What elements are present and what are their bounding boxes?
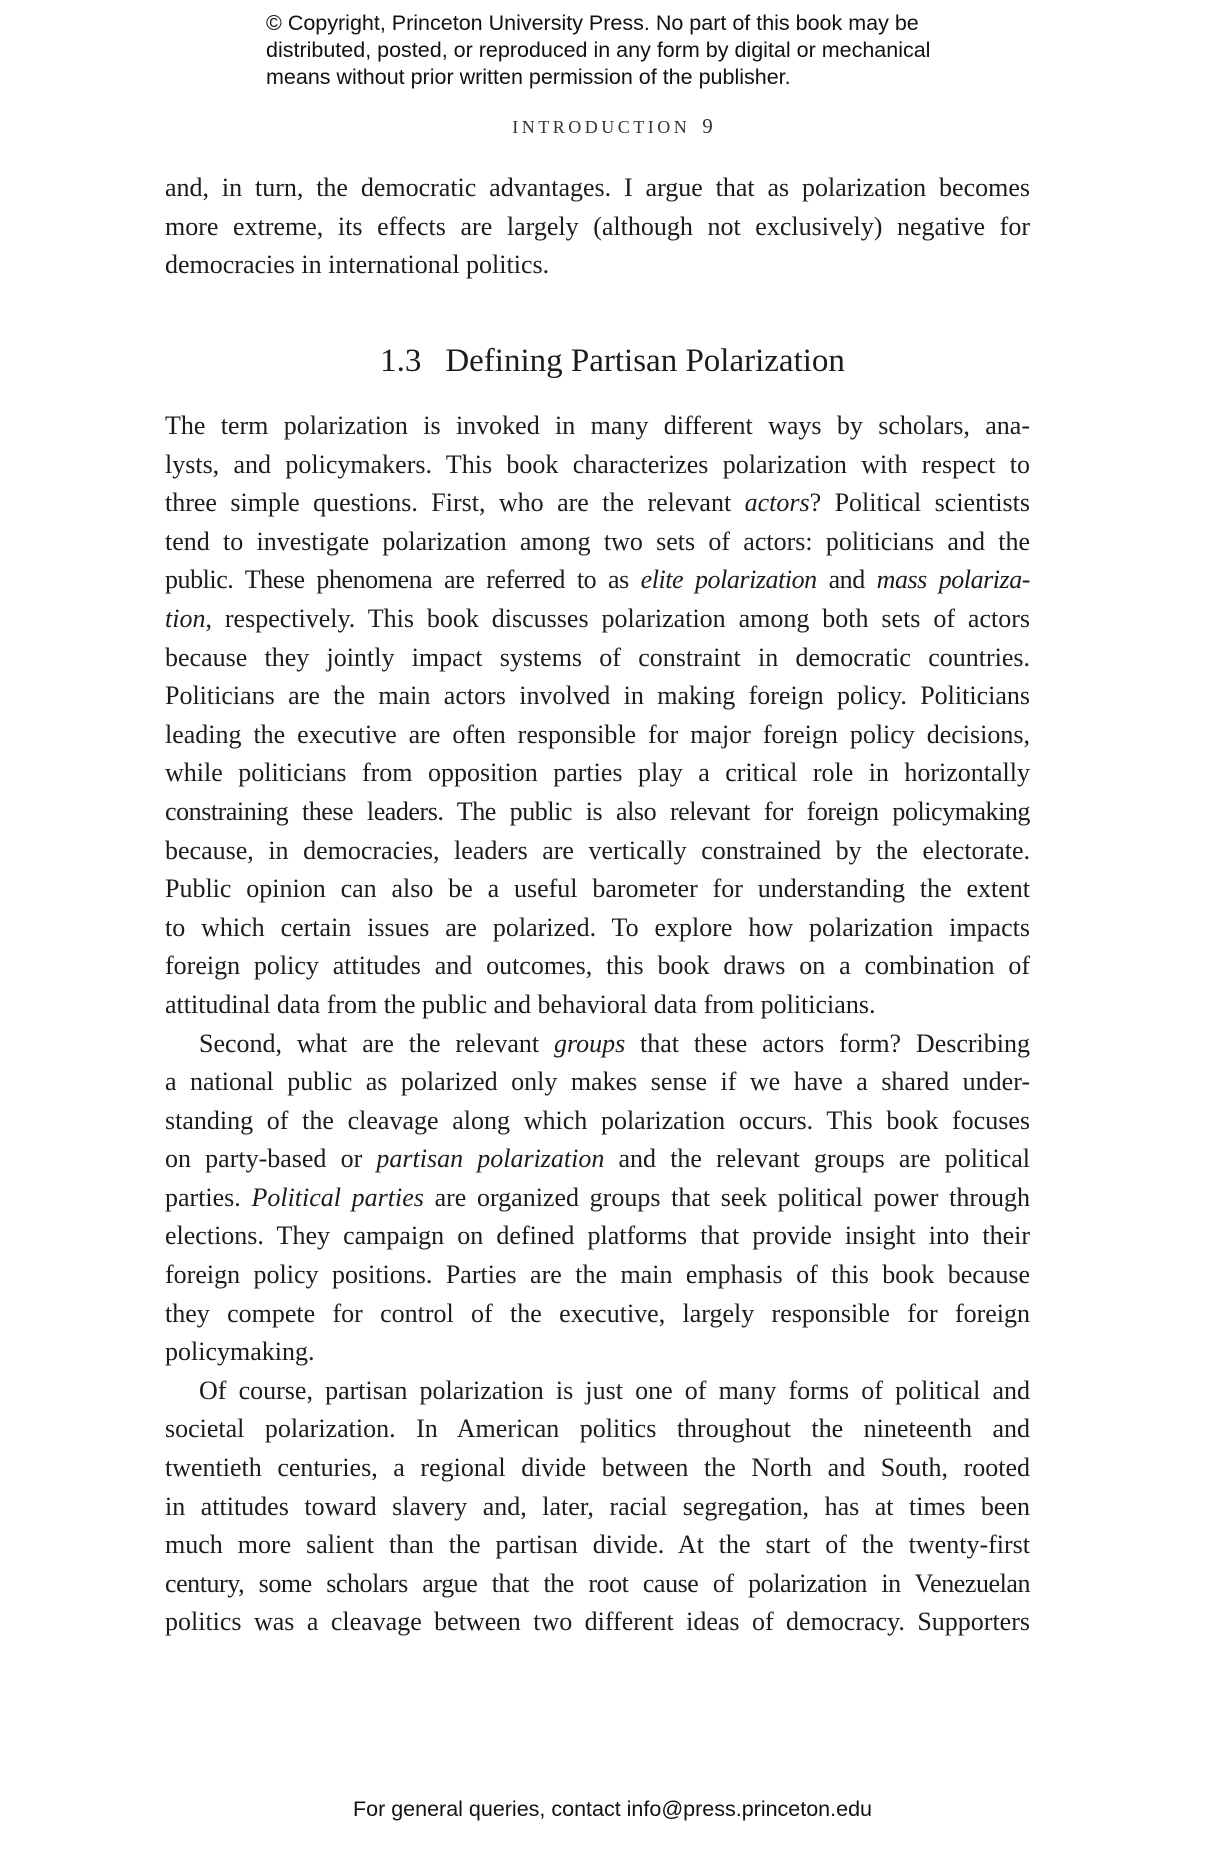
copyright-line: means without prior written permission of the publisher. <box>266 65 791 89</box>
text-run: three simple questions. First, who are the relevant <box>165 488 745 518</box>
text-line <box>165 1025 1030 1064</box>
text-line: a national public as polarized only makes sense if we have a shared under- <box>165 1067 1030 1097</box>
italic-term: partisan polarization <box>376 1144 605 1174</box>
italic-term: tion <box>165 603 206 633</box>
text-line: Politicians are the main actors involved in making foreign policy. Politicians <box>165 681 1030 711</box>
footer-contact: For general queries, contact info@press.princeton.edu <box>352 1797 872 1821</box>
text-line: more extreme, its effects are largely (although not exclusively) negative for <box>165 211 1030 241</box>
paragraph-1 <box>165 169 1030 285</box>
copyright-notice <box>266 10 986 91</box>
section-heading <box>0 343 1225 380</box>
text-line: lysts, and policymakers. This book characterizes polarization with respect to <box>165 449 1030 479</box>
text-line: tend to investigate polarization among two sets of actors: politicians and the <box>165 526 1030 556</box>
text-run: public. These phenomena are referred to as <box>165 565 641 595</box>
running-head <box>0 114 1225 139</box>
page-number: 9 <box>702 114 713 138</box>
italic-term: Political parties <box>251 1182 424 1212</box>
text-line: and, in turn, the democratic advantages. I argue that as polarization becomes <box>165 173 1030 202</box>
text-run: and <box>816 565 877 595</box>
text-run: and the relevant groups are political <box>604 1144 1030 1174</box>
running-head-title: INTRODUCTION <box>512 117 691 137</box>
text-line <box>165 1140 1030 1179</box>
copyright-line: © Copyright, Princeton University Press. No part of this book may be <box>266 11 919 35</box>
section-title: Defining Partisan Polarization <box>445 343 845 379</box>
text-run: , respectively. This book discusses polarization among both sets of actors <box>205 603 1030 633</box>
text-line: policymaking. <box>165 1337 315 1367</box>
body-paragraphs <box>165 407 1030 1642</box>
text-line: Public opinion can also be a useful barometer for understanding the extent <box>165 874 1030 904</box>
text-line <box>165 561 1030 600</box>
text-line: they compete for control of the executive, largely responsible for foreign <box>165 1298 1030 1328</box>
text-run: Second, what are the relevant <box>199 1028 554 1058</box>
text-run: ? Political scientists <box>809 488 1031 518</box>
section-number: 1.3 <box>380 343 422 379</box>
text-run: on party-based or <box>165 1144 377 1174</box>
italic-term: groups <box>553 1028 626 1058</box>
text-line: democracies in international politics. <box>165 250 550 280</box>
text-line: standing of the cleavage along which polarization occurs. This book focuses <box>165 1105 1030 1135</box>
text-line: in attitudes toward slavery and, later, racial segregation, has at times been <box>165 1491 1030 1521</box>
text-line: century, some scholars argue that the root cause of polarization in Venezuelan <box>165 1568 1030 1598</box>
paragraph-4 <box>165 1372 1030 1642</box>
text-line: leading the executive are often responsible for major foreign policy decisions, <box>165 719 1030 749</box>
text-line: societal polarization. In American politics throughout the nineteenth and <box>165 1414 1030 1444</box>
text-line: politics was a cleavage between two different ideas of democracy. Supporters <box>165 1607 1030 1637</box>
text-line: elections. They campaign on defined platforms that provide insight into their <box>165 1221 1030 1251</box>
text-line: The term polarization is invoked in many different ways by scholars, ana- <box>165 411 1030 440</box>
text-line: foreign policy attitudes and outcomes, this book draws on a combination of <box>165 951 1030 981</box>
paragraph-2 <box>165 407 1030 1025</box>
italic-term: elite polarization <box>640 565 817 595</box>
paragraph-3 <box>165 1025 1030 1372</box>
text-line: because they jointly impact systems of constraint in democratic countries. <box>165 642 1030 672</box>
text-line: Of course, partisan polarization is just one of many forms of political and <box>199 1375 1030 1405</box>
text-line: while politicians from opposition parties play a critical role in horizontally <box>165 758 1030 788</box>
text-line <box>165 484 1030 523</box>
text-run: are organized groups that seek political power through <box>423 1182 1030 1212</box>
text-line: foreign policy positions. Parties are the main emphasis of this book because <box>165 1260 1030 1290</box>
text-line <box>165 1179 1030 1218</box>
text-run: parties. <box>165 1182 252 1212</box>
text-line: constraining these leaders. The public is also relevant for foreign policymaking <box>165 796 1030 826</box>
text-line: twentieth centuries, a regional divide between the North and South, rooted <box>165 1453 1030 1483</box>
text-line: much more salient than the partisan divide. At the start of the twenty-first <box>165 1530 1030 1560</box>
italic-term: actors <box>744 488 810 518</box>
text-line: attitudinal data from the public and behavioral data from politicians. <box>165 989 876 1019</box>
text-line <box>165 600 1030 639</box>
copyright-line: distributed, posted, or reproduced in any form by digital or mechanical <box>266 38 931 62</box>
italic-term: mass polariza- <box>876 565 1030 595</box>
text-run: that these actors form? Describing <box>625 1028 1030 1058</box>
text-line: because, in democracies, leaders are vertically constrained by the electorate. <box>165 835 1030 865</box>
text-line: to which certain issues are polarized. To explore how polarization impacts <box>165 912 1030 942</box>
